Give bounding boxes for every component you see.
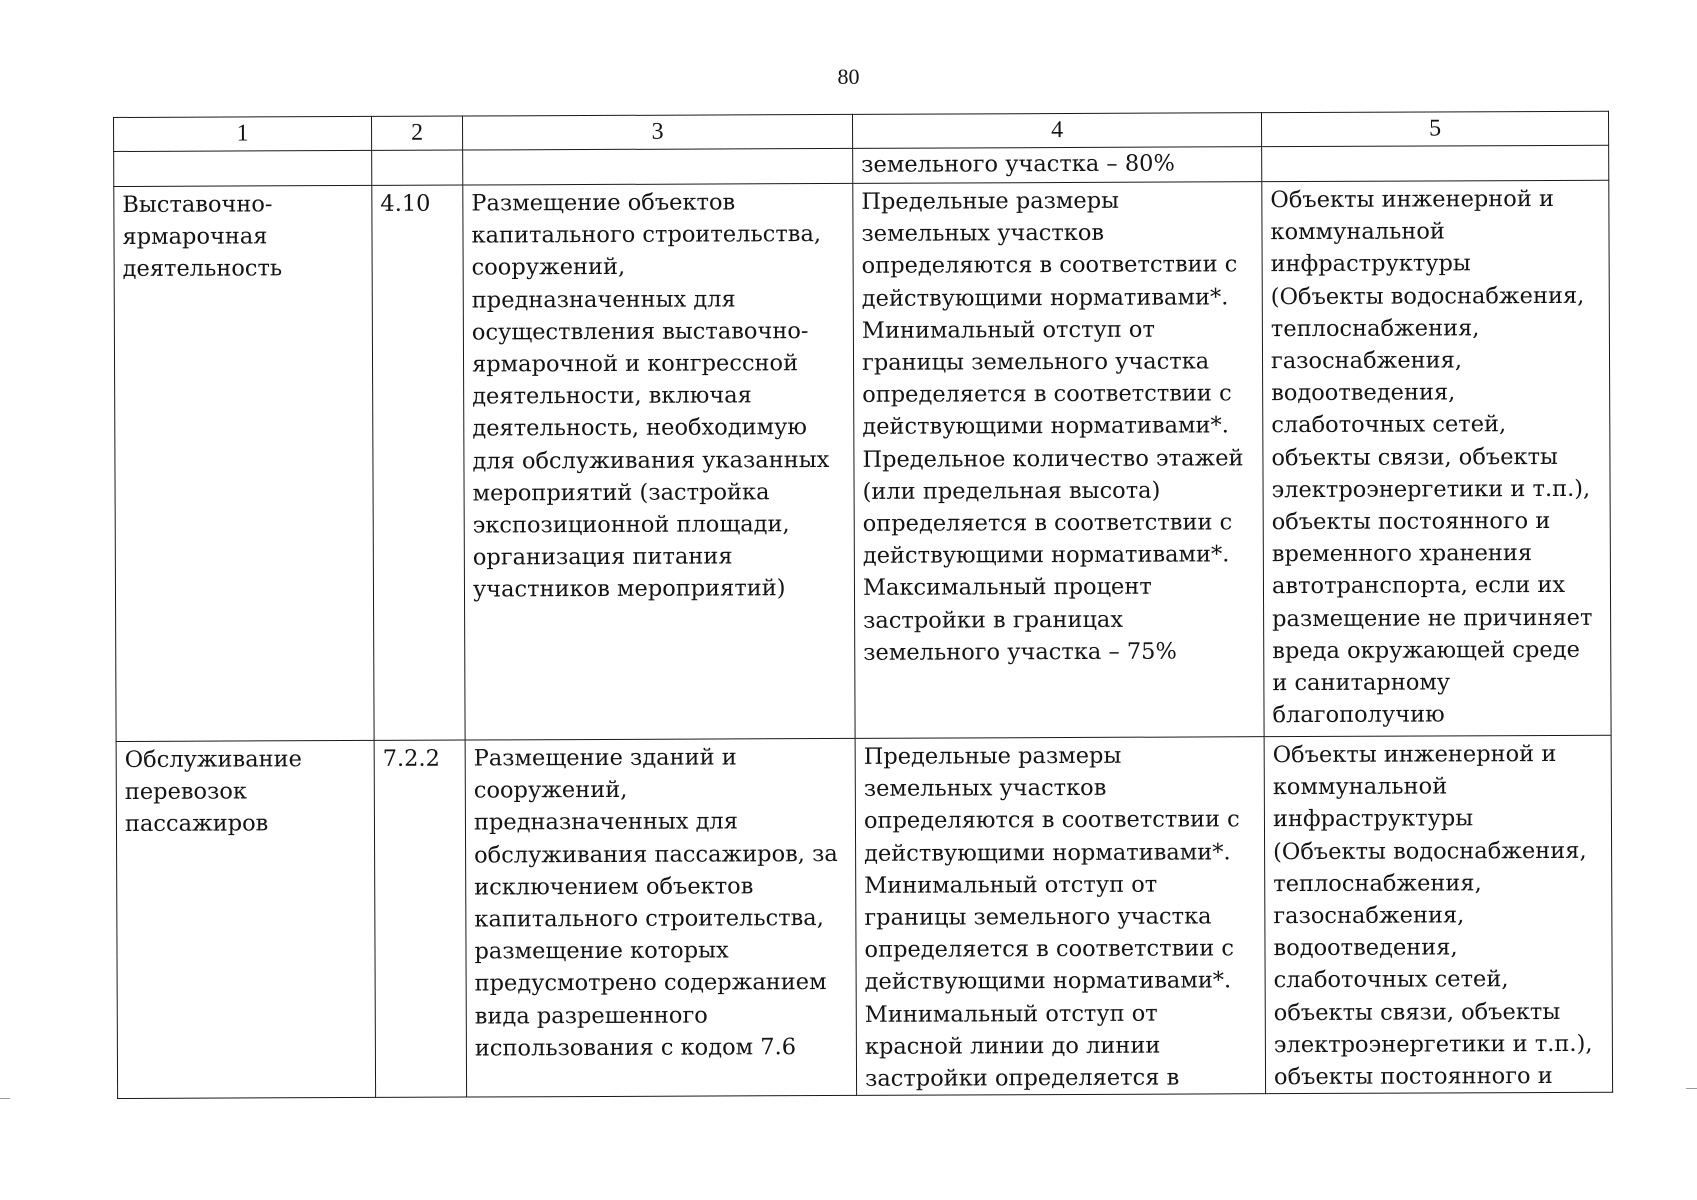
continuation-cell-5 bbox=[1262, 145, 1609, 181]
use-type-code: 7.2.2 bbox=[374, 740, 466, 1098]
continuation-cell-1 bbox=[114, 150, 372, 186]
table-row bbox=[114, 180, 1611, 741]
use-type-name: Выставочно- ярмарочная деятельность bbox=[114, 185, 374, 741]
header-cell-1: 1 bbox=[114, 116, 372, 151]
use-type-auxiliary: Объекты инженерной и коммунальной инфраструктуры (Объекты водоснабжения, теплоснабжения, газоснабжения, водоотведения, слаботочных сетей, объекты связи, объекты электроэнергетики и т.п.), объекты постоянного и временного хранения автотранспорта, если их размещение не причиняет вреда окружающей среде и санитарному благополучию bbox=[1262, 180, 1611, 736]
scan-mark-right bbox=[1686, 1088, 1697, 1089]
use-type-description: Размещение зданий и сооружений, предназначенных для обслуживания пассажиров, за исключением объектов капитального строительства, размещение которых предусмотрено содержанием вида разрешенного использования с кодом 7.6 bbox=[465, 738, 856, 1097]
regulations-table bbox=[113, 111, 1613, 1099]
use-type-parameters: Предельные размеры земельных участков определяются в соответствии с действующими нормативами*. Минимальный отступ от границы земельного участка определяется в соответствии с действующими нормативами*. Минимальный отступ от красной линии до линии застройки определяется в bbox=[855, 737, 1265, 1096]
page-number: 80 bbox=[837, 64, 860, 89]
table-row bbox=[116, 735, 1612, 1098]
continuation-cell-2 bbox=[372, 150, 463, 185]
header-cell-3: 3 bbox=[462, 114, 852, 150]
use-type-code: 4.10 bbox=[372, 185, 465, 740]
continuation-cell-3 bbox=[463, 148, 853, 185]
use-type-name: Обслуживание перевозок пассажиров bbox=[116, 740, 375, 1098]
use-type-auxiliary: Объекты инженерной и коммунальной инфраструктуры (Объекты водоснабжения, теплоснабжения, газоснабжения, водоотведения, слаботочных сетей, объекты связи, объекты электроэнергетики и т.п.), объекты постоянного и bbox=[1264, 735, 1612, 1094]
use-type-description: Размещение объектов капитального строительства, сооружений, предназначенных для осуществления выставочно- ярмарочной и конгрессной деятельности, включая деятельность, необходимую для обслуживания указанных мероприятий (застройка экспозиционной площади, организация питания участников мероприятий) bbox=[463, 183, 855, 740]
scan-mark-left bbox=[0, 1098, 10, 1099]
header-cell-4: 4 bbox=[852, 113, 1261, 149]
continuation-cell-4: земельного участка – 80% bbox=[853, 147, 1262, 184]
header-cell-5: 5 bbox=[1261, 111, 1608, 146]
header-cell-2: 2 bbox=[371, 116, 462, 150]
use-type-parameters: Предельные размеры земельных участков определяются в соответствии с действующими нормативами*. Минимальный отступ от границы земельного участка определяется в соответствии с действующими нормативами*. Предельное количество этажей (или предельная высота) определяется в соответствии с действующими нормативами*. Максимальный процент застройки в границах земельного участка – 75% bbox=[853, 182, 1264, 739]
